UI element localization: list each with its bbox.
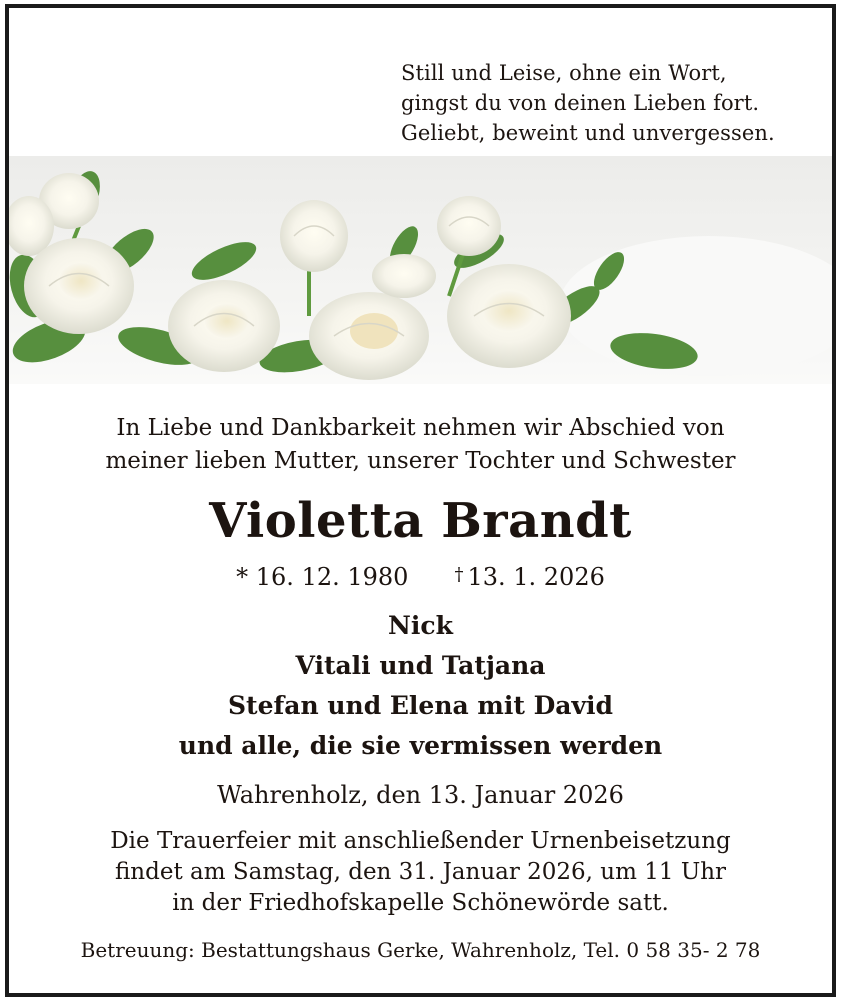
death-date: 13. 1. 2026 xyxy=(467,563,605,591)
mourners-list xyxy=(9,606,832,766)
service-line: in der Friedhofskapelle Schönewörde satt. xyxy=(172,890,669,916)
life-dates xyxy=(9,560,832,592)
poem-line: Still und Leise, ohne ein Wort, xyxy=(401,61,727,85)
poem-line: Geliebt, beweint und unvergessen. xyxy=(401,121,775,145)
place-and-date: Wahrenholz, den 13. Januar 2026 xyxy=(217,781,624,809)
intro-text xyxy=(9,412,832,478)
birth-date: * 16. 12. 1980 xyxy=(236,563,409,591)
poem-line: gingst du von deinen Lieben fort. xyxy=(401,91,760,115)
service-line: findet am Samstag, den 31. Januar 2026, um 11 Uhr xyxy=(114,859,727,885)
white-roses-image xyxy=(9,156,832,384)
intro-line: meiner lieben Mutter, unserer Tochter und Schwester xyxy=(105,448,736,474)
mourner-line: Nick xyxy=(388,611,453,640)
service-line: Die Trauerfeier mit anschließender Urnenbeisetzung xyxy=(110,828,731,854)
cross-icon: † xyxy=(454,564,464,585)
mourner-line: Stefan und Elena mit David xyxy=(228,691,613,720)
intro-line: In Liebe und Dankbarkeit nehmen wir Abschied von xyxy=(116,415,725,441)
deceased-name: Violetta Brandt xyxy=(209,493,632,549)
poem xyxy=(401,58,775,148)
mourner-line: und alle, die sie vermissen werden xyxy=(178,731,663,760)
funeral-home-contact: Betreuung: Bestattungshaus Gerke, Wahrenholz, Tel. 0 58 35- 2 78 xyxy=(80,938,761,962)
obituary-notice xyxy=(5,4,836,997)
white-roses-icon xyxy=(9,156,832,384)
service-details xyxy=(9,826,832,919)
mourner-line: Vitali und Tatjana xyxy=(295,651,546,680)
